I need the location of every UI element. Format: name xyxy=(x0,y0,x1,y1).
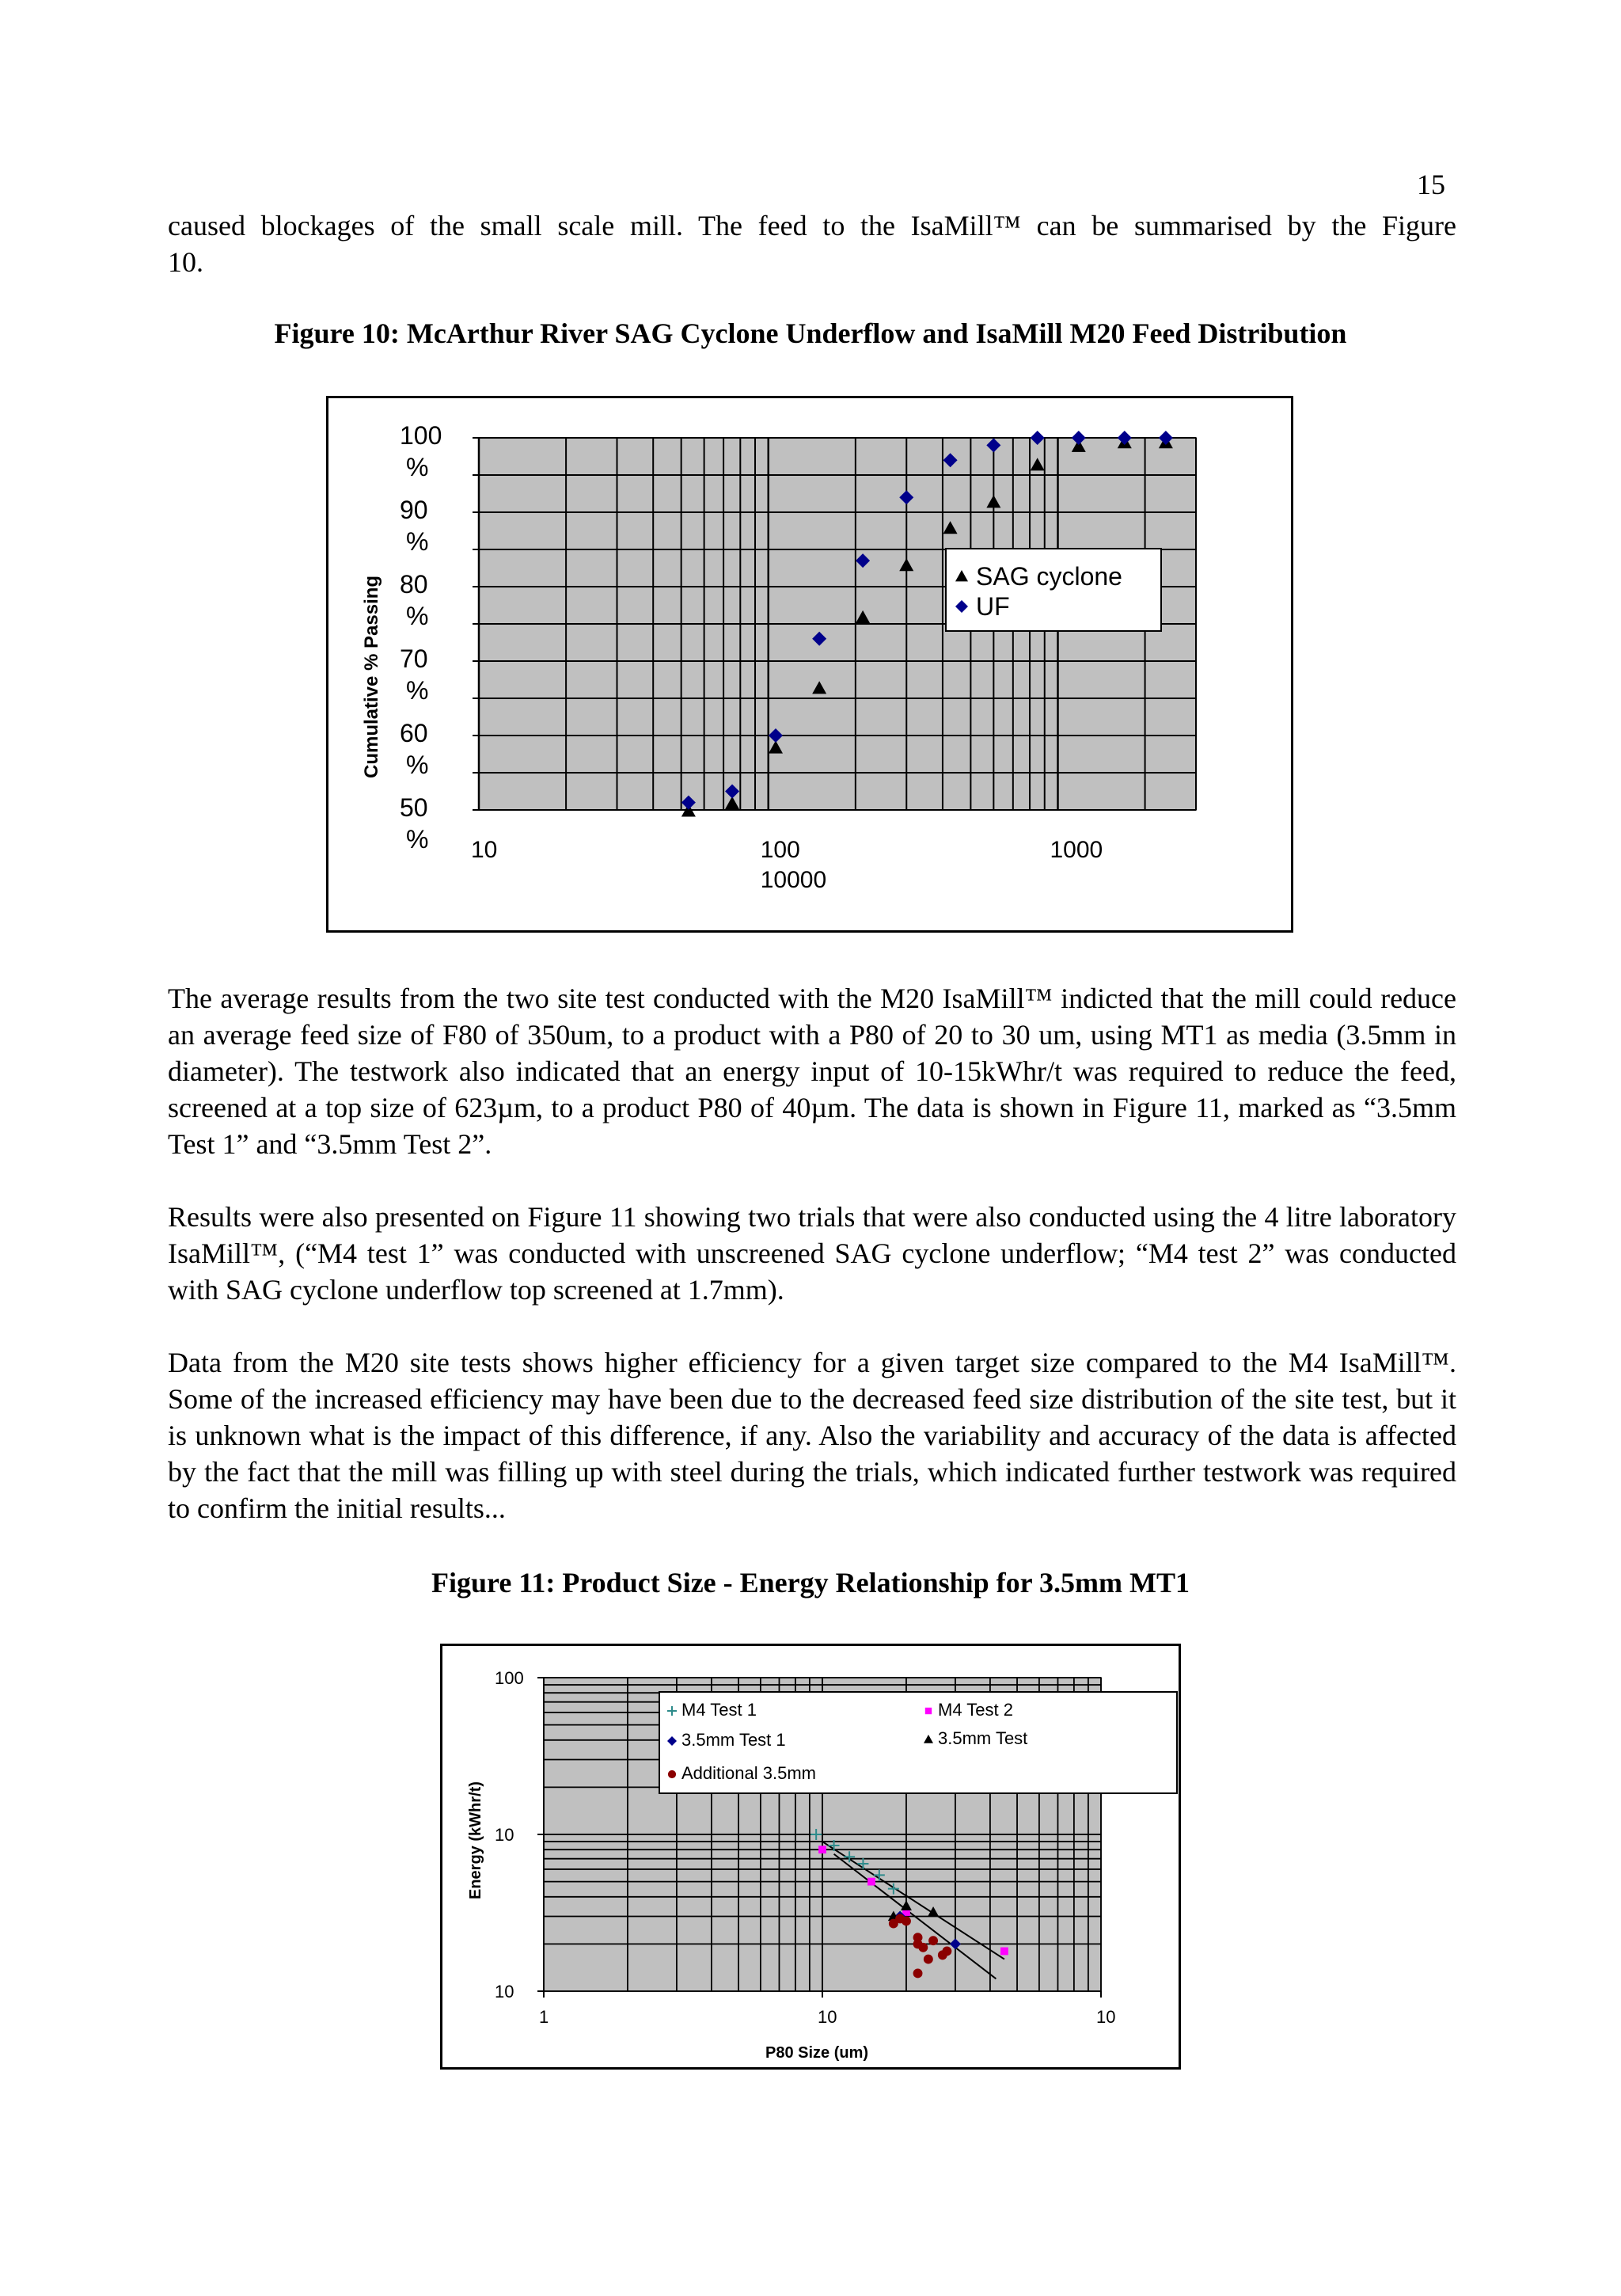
figure11-chart xyxy=(442,1646,1183,2072)
legend-label: M4 Test 1 xyxy=(681,1700,757,1720)
x-tick-label: 10 xyxy=(818,2007,837,2027)
page-number: 15 xyxy=(1417,169,1445,200)
y-tick-label: 50 xyxy=(400,793,428,822)
x-tick-label: 10 xyxy=(471,837,498,863)
y-tick-label-unit: % xyxy=(406,602,429,630)
y-tick-label: 100 xyxy=(495,1668,524,1688)
y-tick-label: 100 xyxy=(400,421,442,450)
paragraph-m4-trials: Results were also presented on Figure 11 showing two trials that were also conducted using the 4 litre laboratory IsaMill™, (“M4 test 1” was conducted with unscreened SAG cyclone underflow; “M4 test 2” was conducted with SAG cyclone underflow top screened at 1.7mm). xyxy=(168,1201,1456,1306)
data-point-circle xyxy=(924,1955,933,1964)
y-axis-title: Energy (kWhr/t) xyxy=(467,1781,484,1899)
y-tick-label: 90 xyxy=(400,496,428,524)
y-tick-label-unit: % xyxy=(406,453,429,481)
data-point-circle xyxy=(902,1917,911,1926)
y-tick-label: 80 xyxy=(400,570,428,599)
paragraph-efficiency: Data from the M20 site tests shows higher efficiency for a given target size compared to the M4 IsaMill™. Some of the increased efficiency may have been due to the decreased feed size distribution of the site test, but it is unknown what is the impact of this difference, if any. Also the variability and accuracy of the data is affected by the fact that the mill was filling up with steel during the trials, which indicated further testwork was required to confirm the initial results... xyxy=(168,1347,1456,1524)
data-point-circle xyxy=(918,1943,928,1952)
figure10-frame xyxy=(326,396,1293,933)
y-tick-label-unit: % xyxy=(406,676,429,705)
paragraph-intro-line1: caused blockages of the small scale mill. The feed to the IsaMill™ can be summarised by the Figure xyxy=(168,210,1456,241)
figure10-caption: Figure 10: McArthur River SAG Cyclone Underflow and IsaMill M20 Feed Distribution xyxy=(274,317,1347,349)
x-tick-label-extra: 10000 xyxy=(760,867,827,893)
data-point-circle xyxy=(913,1968,923,1978)
figure11-caption: Figure 11: Product Size - Energy Relationship for 3.5mm MT1 xyxy=(431,1567,1190,1598)
x-axis-title: P80 Size (um) xyxy=(765,2044,869,2062)
data-point-circle xyxy=(928,1936,938,1945)
x-tick-label: 1000 xyxy=(1050,837,1103,863)
data-point-square xyxy=(818,1846,826,1853)
y-axis-title: Cumulative % Passing xyxy=(361,575,382,778)
y-tick-label-unit: % xyxy=(406,751,429,779)
data-point-circle xyxy=(913,1933,923,1942)
legend-marker-circle xyxy=(668,1770,676,1778)
y-tick-label: 60 xyxy=(400,719,428,747)
legend-marker-square xyxy=(925,1708,932,1714)
legend-label: M4 Test 2 xyxy=(938,1700,1013,1720)
data-point-square xyxy=(867,1878,875,1886)
data-point-circle xyxy=(942,1947,951,1956)
figure10-chart xyxy=(328,398,1296,935)
paragraph-intro-line2: 10. xyxy=(168,246,203,278)
y-tick-label: 10 xyxy=(495,1825,514,1845)
legend-label: 3.5mm Test xyxy=(938,1728,1028,1748)
y-tick-label-unit: % xyxy=(406,527,429,556)
legend-label: 3.5mm Test 1 xyxy=(681,1730,786,1750)
legend-label: UF xyxy=(976,592,1010,621)
x-tick-label: 10 xyxy=(1096,2007,1116,2027)
legend-label: SAG cyclone xyxy=(976,562,1122,591)
figure11-frame xyxy=(440,1644,1181,2070)
x-tick-label: 1 xyxy=(539,2007,549,2027)
data-point-square xyxy=(1000,1948,1008,1956)
legend-label: Additional 3.5mm xyxy=(681,1763,816,1783)
x-tick-label: 100 xyxy=(760,837,800,863)
paragraph-results: The average results from the two site test conducted with the M20 IsaMill™ indicted that the mill could reduce an average feed size of F80 of 350um, to a product with a P80 of 20 to 30 um, using MT1 as media (3.5mm in diameter). The testwork also indicated that an energy input of 10-15kWhr/t was required to reduce the feed, screened at a top size of 623µm, to a product P80 of 40µm. The data is shown in Figure 11, marked as “3.5mm Test 1” and “3.5mm Test 2”. xyxy=(168,983,1456,1160)
y-tick-label-unit: % xyxy=(406,825,429,853)
y-tick-label: 70 xyxy=(400,644,428,673)
y-tick-label: 10 xyxy=(495,1982,514,2001)
